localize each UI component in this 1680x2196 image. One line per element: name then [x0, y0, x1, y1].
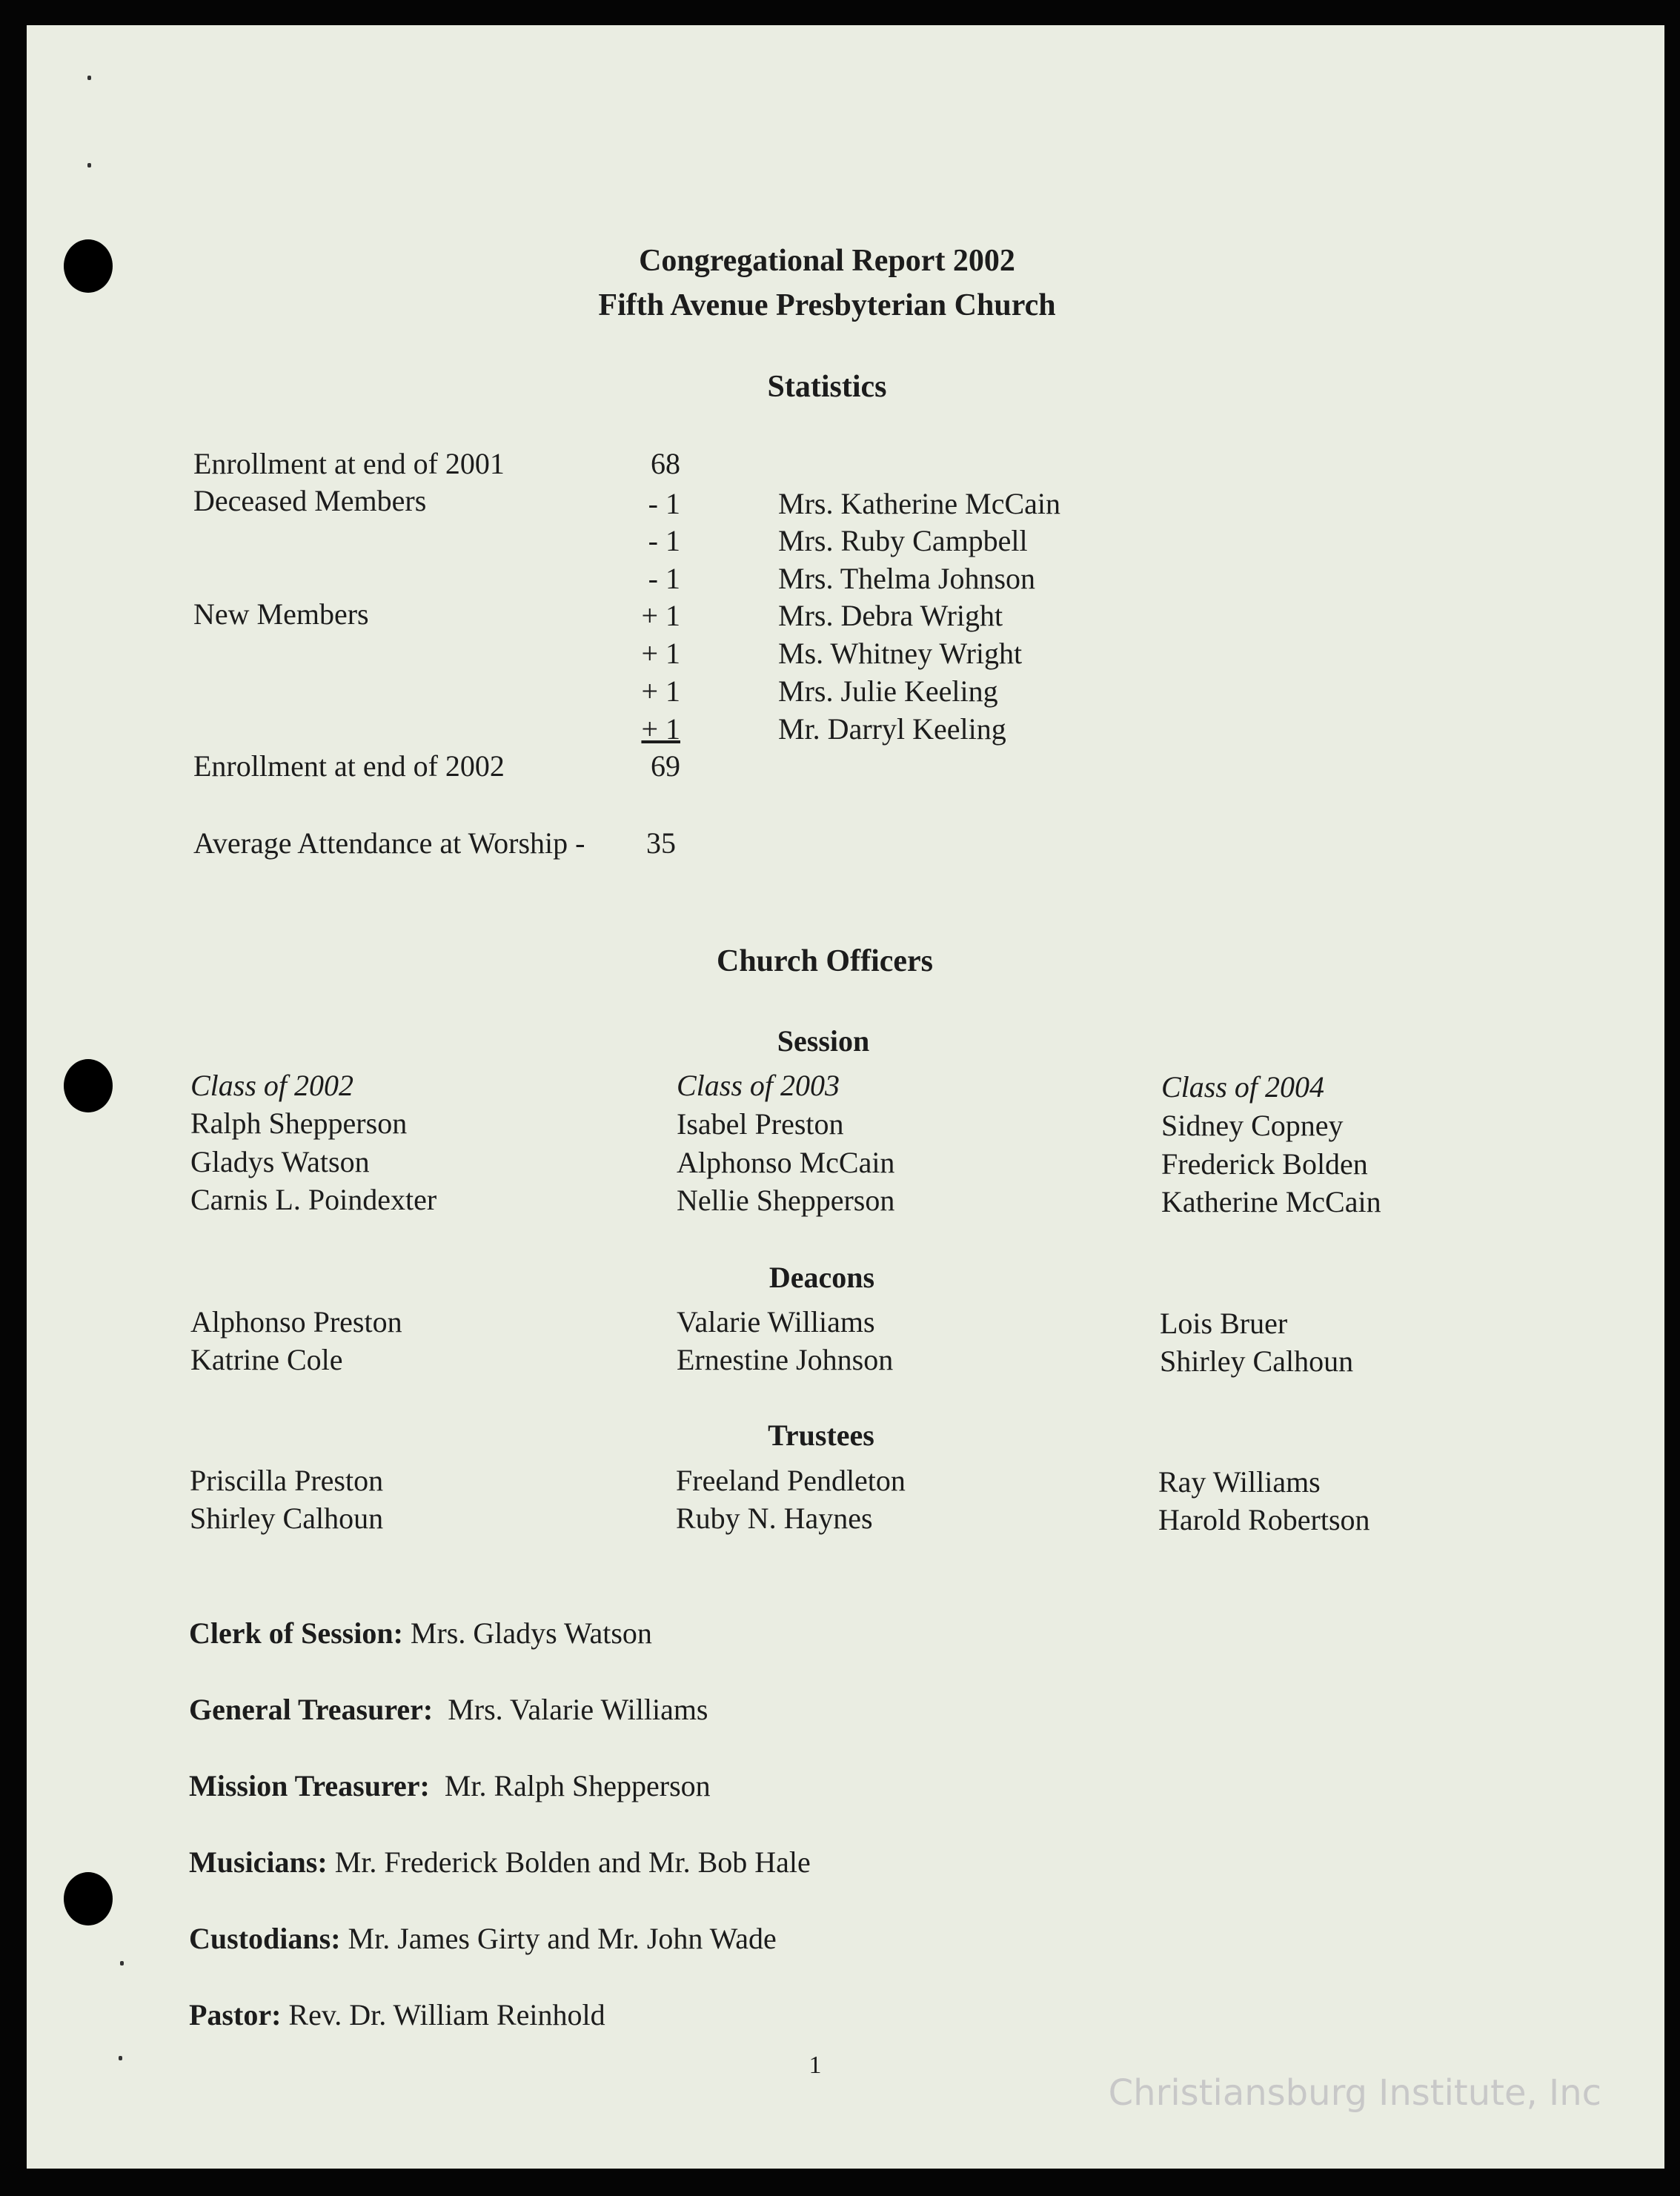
stat-value: - 1: [648, 562, 680, 595]
officer-name: Ralph Shepperson: [190, 1107, 408, 1140]
stat-member-name: Mrs. Julie Keeling: [778, 674, 998, 708]
stat-value: + 1: [641, 674, 680, 708]
attendance-label: Average Attendance at Worship -: [193, 826, 585, 860]
officer-name: Carnis L. Poindexter: [190, 1183, 437, 1216]
officer-name: Harold Robertson: [1158, 1503, 1370, 1536]
officer-name: Sidney Copney: [1161, 1109, 1344, 1142]
officer-name: Freeland Pendleton: [676, 1464, 906, 1497]
trustees-heading: Trustees: [768, 1419, 874, 1452]
watermark: Christiansburg Institute, Inc: [1108, 2072, 1601, 2114]
role-label: General Treasurer:: [189, 1693, 434, 1726]
punch-hole-top: [64, 239, 113, 293]
paper-speck: [120, 1961, 124, 1966]
stat-value: - 1: [648, 524, 680, 557]
officer-name: Ray Williams: [1158, 1465, 1321, 1499]
session-heading: Session: [777, 1024, 870, 1058]
page-number: 1: [809, 2051, 822, 2079]
role-value: Mrs. Gladys Watson: [410, 1616, 652, 1650]
role-label: Musicians:: [189, 1845, 328, 1879]
stat-value: 68: [651, 447, 680, 480]
role-mission-treasurer: [189, 1771, 711, 1801]
role-label: Pastor:: [189, 1998, 282, 2031]
officer-name: Frederick Bolden: [1161, 1147, 1368, 1181]
stat-value: + 1: [641, 637, 680, 670]
class-label: Class of 2003: [677, 1069, 840, 1102]
officer-name: Ruby N. Haynes: [676, 1502, 873, 1535]
stat-member-name: Mrs. Thelma Johnson: [778, 562, 1036, 595]
officer-name: Lois Bruer: [1160, 1307, 1288, 1340]
role-value: Mrs. Valarie Williams: [448, 1693, 708, 1726]
stat-label: Enrollment at end of 2001: [193, 447, 505, 480]
stat-member-name: Mrs. Debra Wright: [778, 599, 1003, 632]
stat-value: + 1: [641, 599, 680, 632]
paper-speck: [87, 163, 91, 167]
stat-member-name: Mr. Darryl Keeling: [778, 712, 1006, 746]
officer-name: Priscilla Preston: [190, 1464, 384, 1497]
stat-label: Deceased Members: [193, 484, 427, 517]
stat-label: New Members: [193, 597, 369, 631]
paper-speck: [87, 76, 91, 80]
stat-member-name: Mrs. Katherine McCain: [778, 487, 1061, 520]
officer-name: Gladys Watson: [190, 1145, 370, 1178]
role-pastor: [189, 2000, 605, 2030]
stat-value: + 1: [641, 712, 680, 746]
role-value: Rev. Dr. William Reinhold: [288, 1998, 605, 2031]
officer-name: Isabel Preston: [677, 1107, 844, 1141]
role-value: Mr. Frederick Bolden and Mr. Bob Hale: [334, 1845, 811, 1879]
role-musicians: [189, 1845, 811, 1879]
role-label: Custodians:: [189, 1922, 341, 1955]
deacons-heading: Deacons: [768, 1261, 875, 1294]
role-value: Mr. Ralph Shepperson: [444, 1769, 711, 1802]
stat-member-name: Ms. Whitney Wright: [778, 637, 1023, 670]
stat-member-name: Mrs. Ruby Campbell: [778, 524, 1028, 557]
stat-value: - 1: [648, 487, 680, 520]
church-name: Fifth Avenue Presbyterian Church: [598, 288, 1056, 322]
statistics-heading: Statistics: [767, 370, 887, 404]
officer-name: Nellie Shepperson: [677, 1184, 895, 1217]
attendance-value: 35: [646, 826, 676, 860]
class-label: Class of 2004: [1161, 1070, 1325, 1104]
document-page: [27, 25, 1664, 2169]
role-clerk-of-session: [189, 1616, 652, 1650]
officer-name: Shirley Calhoun: [190, 1502, 384, 1535]
role-label: Mission Treasurer:: [189, 1769, 430, 1802]
officer-name: Alphonso Preston: [190, 1305, 402, 1339]
officer-name: Ernestine Johnson: [677, 1343, 894, 1376]
role-label: Clerk of Session:: [189, 1616, 403, 1650]
officer-name: Katherine McCain: [1161, 1185, 1381, 1218]
officer-name: Shirley Calhoun: [1160, 1344, 1354, 1378]
role-custodians: [189, 1924, 777, 1954]
class-label: Class of 2002: [190, 1069, 354, 1102]
paper-speck: [119, 2056, 122, 2060]
church-officers-heading: Church Officers: [716, 944, 934, 978]
role-general-treasurer: [189, 1695, 708, 1725]
report-title: Congregational Report 2002: [639, 244, 1015, 278]
role-value: Mr. James Girty and Mr. John Wade: [348, 1922, 777, 1955]
punch-hole-middle: [64, 1059, 113, 1112]
officer-name: Katrine Cole: [190, 1343, 343, 1376]
officer-name: Valarie Williams: [677, 1305, 875, 1339]
punch-hole-bottom: [64, 1872, 113, 1925]
officer-name: Alphonso McCain: [677, 1146, 895, 1179]
stat-label: Enrollment at end of 2002: [193, 749, 505, 783]
stat-value: 69: [651, 749, 680, 783]
